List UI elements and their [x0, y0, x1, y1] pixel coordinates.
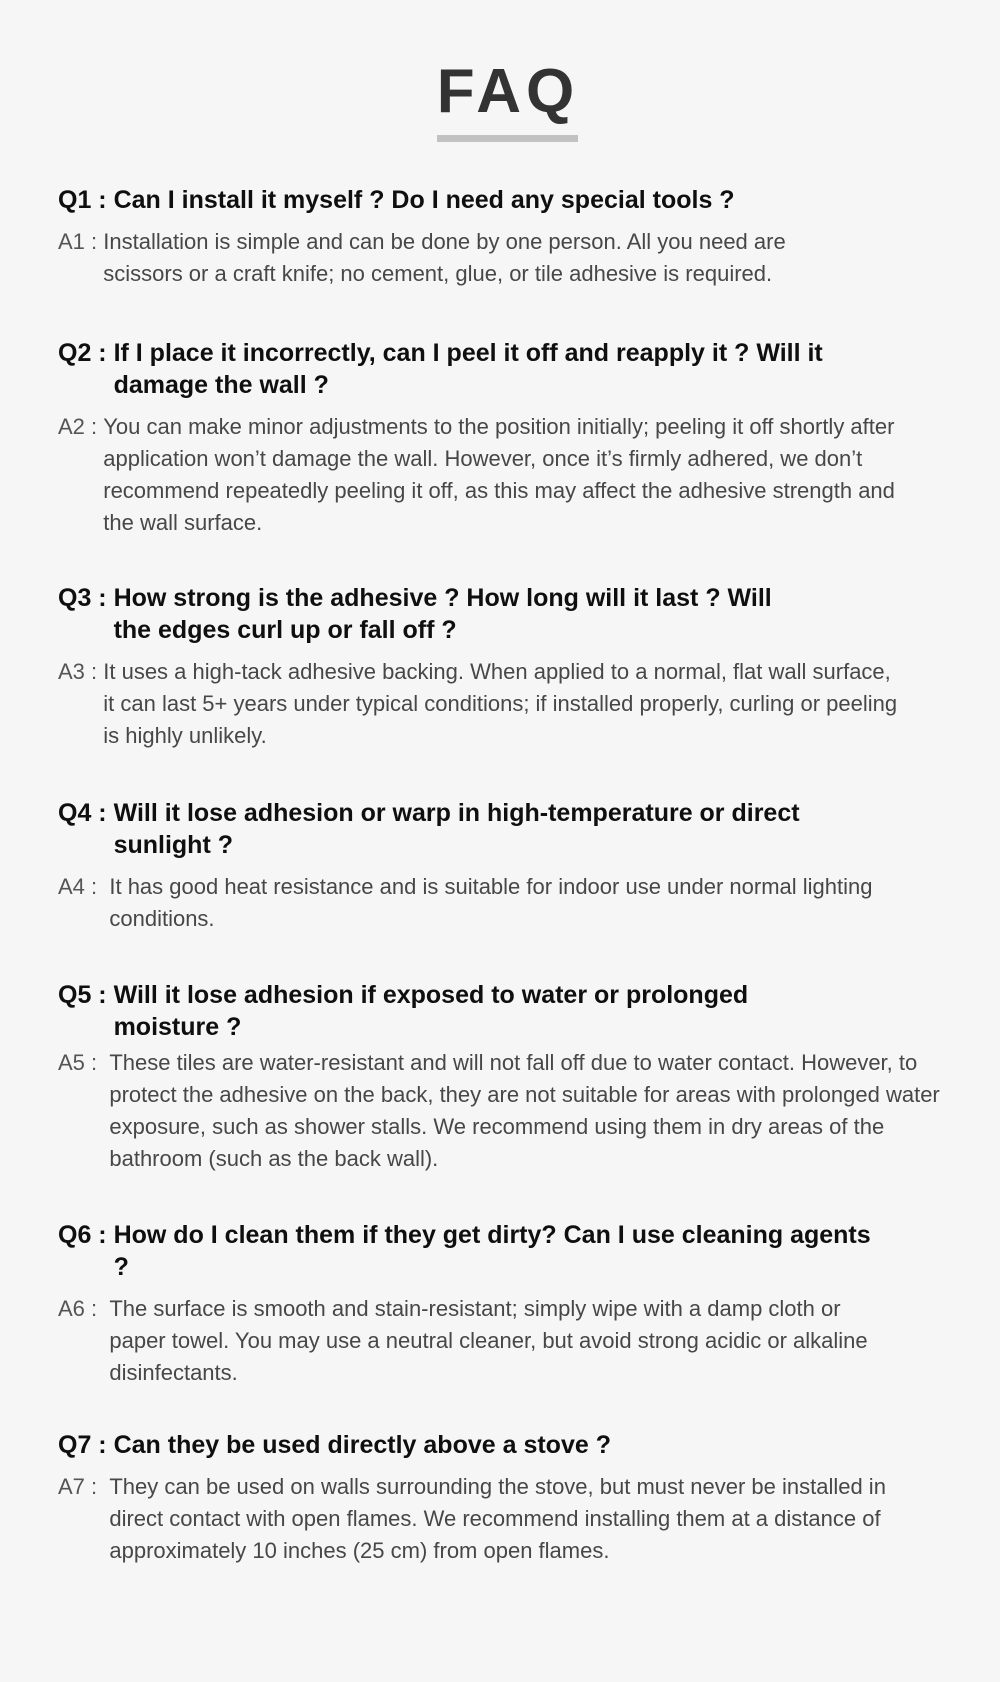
title-underline: [437, 135, 578, 142]
answer-row: [58, 1047, 958, 1175]
faq-item-5: [58, 979, 958, 1175]
answer-row: [58, 226, 958, 290]
question-row: [58, 337, 958, 401]
answer-row: [58, 1471, 958, 1567]
answer-label: A6 :: [58, 1296, 110, 1321]
faq-item-1: [58, 184, 958, 290]
answer-row: [58, 411, 958, 539]
faq-item-4: [58, 797, 958, 935]
question-label: Q5 :: [58, 981, 114, 1009]
page-title: FAQ: [436, 57, 580, 126]
answer-text: The surface is smooth and stain-resistant; simply wipe with a damp cloth or paper towel. You may use a neutral cleaner, but avoid strong acidic or alkaline disinfectants.: [109, 1296, 868, 1385]
answer-row: [58, 1293, 958, 1389]
faq-item-2: [58, 337, 958, 539]
question-row: [58, 797, 958, 861]
question-row: [58, 184, 958, 216]
faq-item-6: [58, 1219, 958, 1389]
answer-text: You can make minor adjustments to the position initially; peeling it off shortly after application won’t damage the wall. However, once it’s firmly adhered, we don’t recommend repeatedly peeling it off, as this may affect the adhesive strength and the wall surface.: [103, 414, 895, 535]
question-row: [58, 979, 958, 1043]
answer-label: A2 :: [58, 414, 104, 439]
question-text: If I place it incorrectly, can I peel it off and reapply it ? Will it damage the wall ?: [113, 339, 823, 399]
faq-item-3: [58, 582, 958, 752]
question-label: Q1 :: [58, 186, 114, 214]
question-label: Q7 :: [58, 1431, 114, 1459]
answer-label: A3 :: [58, 659, 104, 684]
question-label: Q4 :: [58, 799, 114, 827]
question-text: Will it lose adhesion or warp in high-temperature or direct sunlight ?: [113, 799, 800, 859]
answer-text: Installation is simple and can be done by one person. All you need are scissors or a craft knife; no cement, glue, or tile adhesive is required.: [103, 229, 786, 286]
question-label: Q6 :: [58, 1221, 114, 1249]
question-text: Will it lose adhesion if exposed to water or prolonged moisture ?: [113, 981, 749, 1041]
question-text: How do I clean them if they get dirty? Can I use cleaning agents ?: [113, 1221, 871, 1281]
question-text: Can they be used directly above a stove ?: [113, 1431, 611, 1459]
answer-text: They can be used on walls surrounding the stove, but must never be installed in direct contact with open flames. We recommend installing them at a distance of approximately 10 inches (25 cm) from open flames.: [109, 1474, 886, 1563]
answer-label: A4 :: [58, 874, 110, 899]
answer-label: A1 :: [58, 229, 104, 254]
answer-text: It uses a high-tack adhesive backing. When applied to a normal, flat wall surface, it can last 5+ years under typical conditions; if installed properly, curling or peeling is highly unlikely.: [103, 659, 898, 748]
answer-text: It has good heat resistance and is suitable for indoor use under normal lighting conditions.: [109, 874, 873, 931]
question-text: Can I install it myself ? Do I need any special tools ?: [113, 186, 735, 214]
answer-row: [58, 871, 958, 935]
question-row: [58, 1429, 958, 1461]
question-row: [58, 1219, 958, 1283]
question-text: How strong is the adhesive ? How long will it last ? Will the edges curl up or fall off ?: [113, 584, 772, 644]
answer-text: These tiles are water-resistant and will not fall off due to water contact. However, to protect the adhesive on the back, they are not suitable for areas with prolonged water exposure, such as shower stalls. We recommend using them in dry areas of the bathroom (such as the back wall).: [109, 1050, 940, 1171]
question-label: Q3 :: [58, 584, 114, 612]
faq-item-7: [58, 1429, 958, 1567]
question-label: Q2 :: [58, 339, 114, 367]
answer-label: A5 :: [58, 1050, 110, 1075]
question-row: [58, 582, 958, 646]
answer-label: A7 :: [58, 1474, 110, 1499]
answer-row: [58, 656, 958, 752]
